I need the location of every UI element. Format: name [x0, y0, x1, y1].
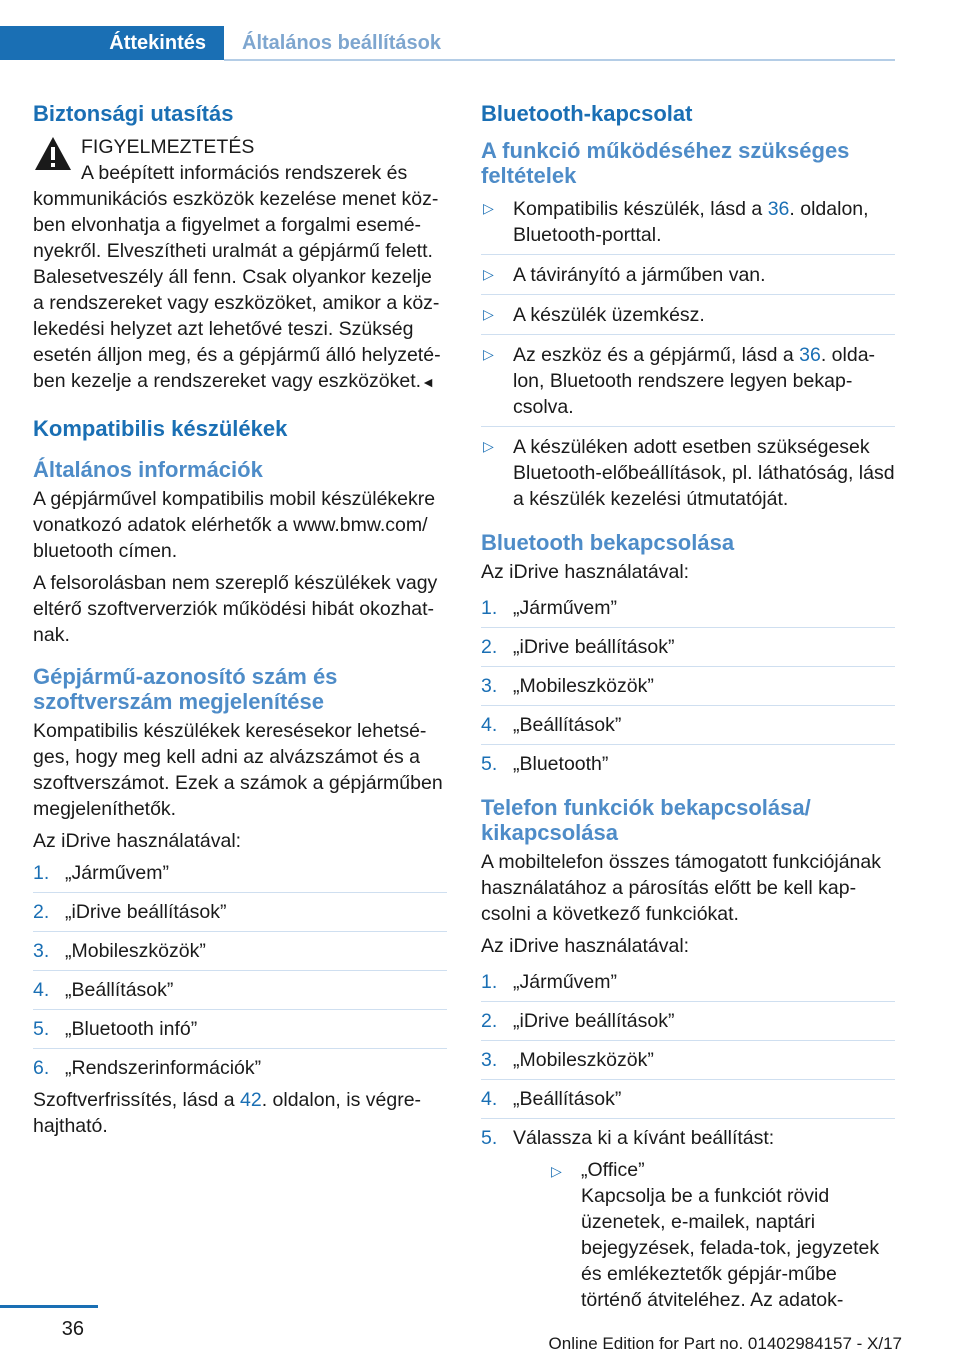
bluetooth-connection-heading: Bluetooth-kapcsolat [481, 101, 693, 126]
step-number: 5. [33, 1018, 50, 1040]
list-item [481, 627, 895, 660]
office-description: Kapcsolja be a funkciót rövid üzenetek, e-mailek, naptári bejegyzések, felada-tok, jegyzetek és emlékeztetők gépjár-műbe történő átviteléhez. Az adatok- [581, 1185, 880, 1311]
requirements-list [481, 196, 895, 512]
vehicle-id-heading-line-1: Gépjármű-azonosító szám és [33, 664, 338, 689]
compatible-devices-heading: Kompatibilis készülékek [33, 416, 288, 441]
step-number: 2. [33, 901, 50, 923]
step-number: 3. [481, 675, 498, 697]
page-number: 36 [61, 1318, 84, 1340]
warning-first-line: A beépített információs rendszerek és [81, 162, 408, 184]
step-number: 5. [481, 1127, 498, 1149]
triangle-bullet-icon: ▷ [483, 438, 494, 454]
step-text: „iDrive beállítások” [513, 636, 675, 658]
header [0, 0, 895, 62]
step-text: „iDrive beállítások” [513, 1010, 675, 1032]
phone-paragraph-1: A mobiltelefon összes támogatott funkciójának használatához a párosítás előtt be kell kap-csolni a következő funkciókat. [481, 851, 881, 925]
triangle-bullet-icon: ▷ [483, 306, 494, 322]
list-item [481, 1040, 895, 1073]
list-item [481, 334, 895, 420]
triangle-bullet-icon: ▷ [483, 266, 494, 282]
update-text-pre: Szoftverfrissítés, lásd a [33, 1089, 240, 1111]
step-text: „Bluetooth infó” [65, 1018, 198, 1040]
step-text: „Beállítások” [513, 714, 622, 736]
warning-triangle-icon [33, 134, 73, 174]
footer-divider [0, 1305, 98, 1308]
right-column [481, 100, 895, 1319]
end-mark: ◄ [421, 374, 435, 390]
warning-title: FIGYELMEZTETÉS [81, 136, 255, 158]
page-link-36[interactable]: 36 [767, 198, 790, 220]
step-text: „Járművem” [513, 971, 618, 993]
step-text: „Beállítások” [513, 1088, 622, 1110]
list-item [481, 1118, 895, 1313]
list-item [481, 294, 895, 328]
page-link-42[interactable]: 42 [240, 1089, 262, 1111]
office-label: „Office” [581, 1159, 645, 1181]
req-text: . oldalon, Bluetooth-porttal. [513, 198, 869, 246]
step-number: 3. [33, 940, 50, 962]
phone-functions-heading-line-2: kikapcsolása [481, 820, 618, 845]
list-item [33, 860, 447, 886]
list-item [481, 969, 895, 995]
step-number: 4. [33, 979, 50, 1001]
vehicle-paragraph-1: Kompatibilis készülékek keresésekor lehetsé-ges, hogy meg kell adni az alvázszámot és a szoftverszámot. Ezek a számok a gépjárműben megjeleníthetők. [33, 720, 443, 820]
requirements-heading-line-1: A funkció működéséhez szükséges [481, 138, 850, 163]
list-item [33, 970, 447, 1003]
phone-functions-heading-line-1: Telefon funkciók bekapcsolása/ [481, 795, 811, 820]
list-item [481, 426, 895, 512]
warning-block [33, 134, 447, 395]
warning-text [33, 186, 447, 395]
list-item [481, 254, 895, 288]
office-option [549, 1157, 895, 1313]
step-text: „Bluetooth” [513, 753, 609, 775]
step-number: 1. [33, 862, 50, 884]
list-item [481, 1001, 895, 1034]
list-item [481, 744, 895, 777]
vehicle-id-heading-line-2: szoftverszám megjelenítése [33, 689, 325, 714]
triangle-bullet-icon: ▷ [551, 1163, 562, 1179]
step-text: „Mobileszközök” [65, 940, 206, 962]
step-number: 4. [481, 1088, 498, 1110]
page-link-36[interactable]: 36 [799, 344, 821, 366]
step-text: „Rendszerinformációk” [65, 1057, 262, 1079]
step-number: 5. [481, 753, 498, 775]
left-column [33, 100, 447, 1145]
update-text-post: . oldalon, is végre-hajtható. [33, 1089, 422, 1137]
req-text: A készülék üzemkész. [513, 304, 705, 326]
bluetooth-on-intro: Az iDrive használatával: [481, 561, 690, 583]
step-number: 1. [481, 597, 498, 619]
general-paragraph-1: A gépjárművel kompatibilis mobil készülékekre vonatkozó adatok elérhetők a www.bmw.com/ bluetooth címen. [33, 488, 436, 562]
step-number: 3. [481, 1049, 498, 1071]
step-text: „Mobileszközök” [513, 675, 654, 697]
list-item [33, 931, 447, 964]
requirements-heading-line-2: feltételek [481, 163, 577, 188]
req-text: Az eszköz és a gépjármű, lásd a [513, 344, 800, 366]
list-item [33, 1048, 447, 1081]
step-number: 1. [481, 971, 498, 993]
edition-text: Online Edition for Part no. 01402984157 - X/17 [548, 1334, 902, 1353]
phone-paragraph-2: Az iDrive használatával: [481, 935, 690, 957]
safety-heading: Biztonsági utasítás [33, 101, 234, 126]
vehicle-paragraph-2: Az iDrive használatával: [33, 830, 242, 852]
phone-functions-heading [481, 795, 895, 845]
step-number: 2. [481, 636, 498, 658]
list-item [481, 595, 895, 621]
list-item [33, 1009, 447, 1042]
step-text: „Mobileszközök” [513, 1049, 654, 1071]
step-text: „Járművem” [513, 597, 618, 619]
triangle-bullet-icon: ▷ [483, 346, 494, 362]
office-item [549, 1157, 895, 1313]
req-text: A készüléken adott esetben szükségesek Bluetooth-előbeállítások, pl. láthatóság, lásd a készülék kezelési útmutatóját. [513, 436, 895, 510]
tab-general-settings[interactable]: Általános beállítások [242, 32, 441, 54]
step-number: 6. [33, 1057, 50, 1079]
step-number: 2. [481, 1010, 498, 1032]
step-text: Válassza ki a kívánt beállítást: [513, 1127, 775, 1149]
list-item [481, 705, 895, 738]
step-text: „Beállítások” [65, 979, 174, 1001]
warning-body: kommunikációs eszközök kezelése menet köz-ben elvonhatja a figyelmet a forgalmi esemé-nyekről. Elveszítheti uralmát a gépjármű felett. Balesetveszély áll fenn. Csak olyankor kezelje a rendszereket vagy eszközöket, amikor a köz-lekedési helyzet azt lehetővé teszi. Szükség esetén álljon meg, és a gépjármű álló helyzeté-ben kezelje a rendszereket vagy eszközöket. [33, 188, 441, 392]
general-info-heading: Általános információk [33, 457, 263, 482]
req-text: A távirányító a járműben van. [513, 264, 766, 286]
vehicle-steps-list [33, 860, 447, 1081]
bluetooth-steps-list [481, 595, 895, 777]
header-divider [224, 59, 895, 61]
list-item [481, 1079, 895, 1112]
general-paragraph-2: A felsorolásban nem szereplő készülékek vagy eltérő szoftververziók működési hibát okozhat-nak. [33, 572, 438, 646]
vehicle-id-heading [33, 664, 447, 714]
phone-steps-list [481, 969, 895, 1313]
list-item [481, 196, 895, 248]
list-item [481, 666, 895, 699]
req-text: Kompatibilis készülék, lásd a [513, 198, 768, 220]
requirements-heading [481, 138, 895, 188]
tab-overview[interactable]: Áttekintés [0, 26, 224, 60]
step-text: „iDrive beállítások” [65, 901, 227, 923]
step-text: „Járművem” [65, 862, 170, 884]
req-text: . olda-lon, Bluetooth rendszere legyen bekap-csolva. [513, 344, 876, 418]
bluetooth-on-heading: Bluetooth bekapcsolása [481, 530, 735, 555]
step-number: 4. [481, 714, 498, 736]
triangle-bullet-icon: ▷ [483, 200, 494, 216]
list-item [33, 892, 447, 925]
software-update-text [33, 1087, 447, 1139]
